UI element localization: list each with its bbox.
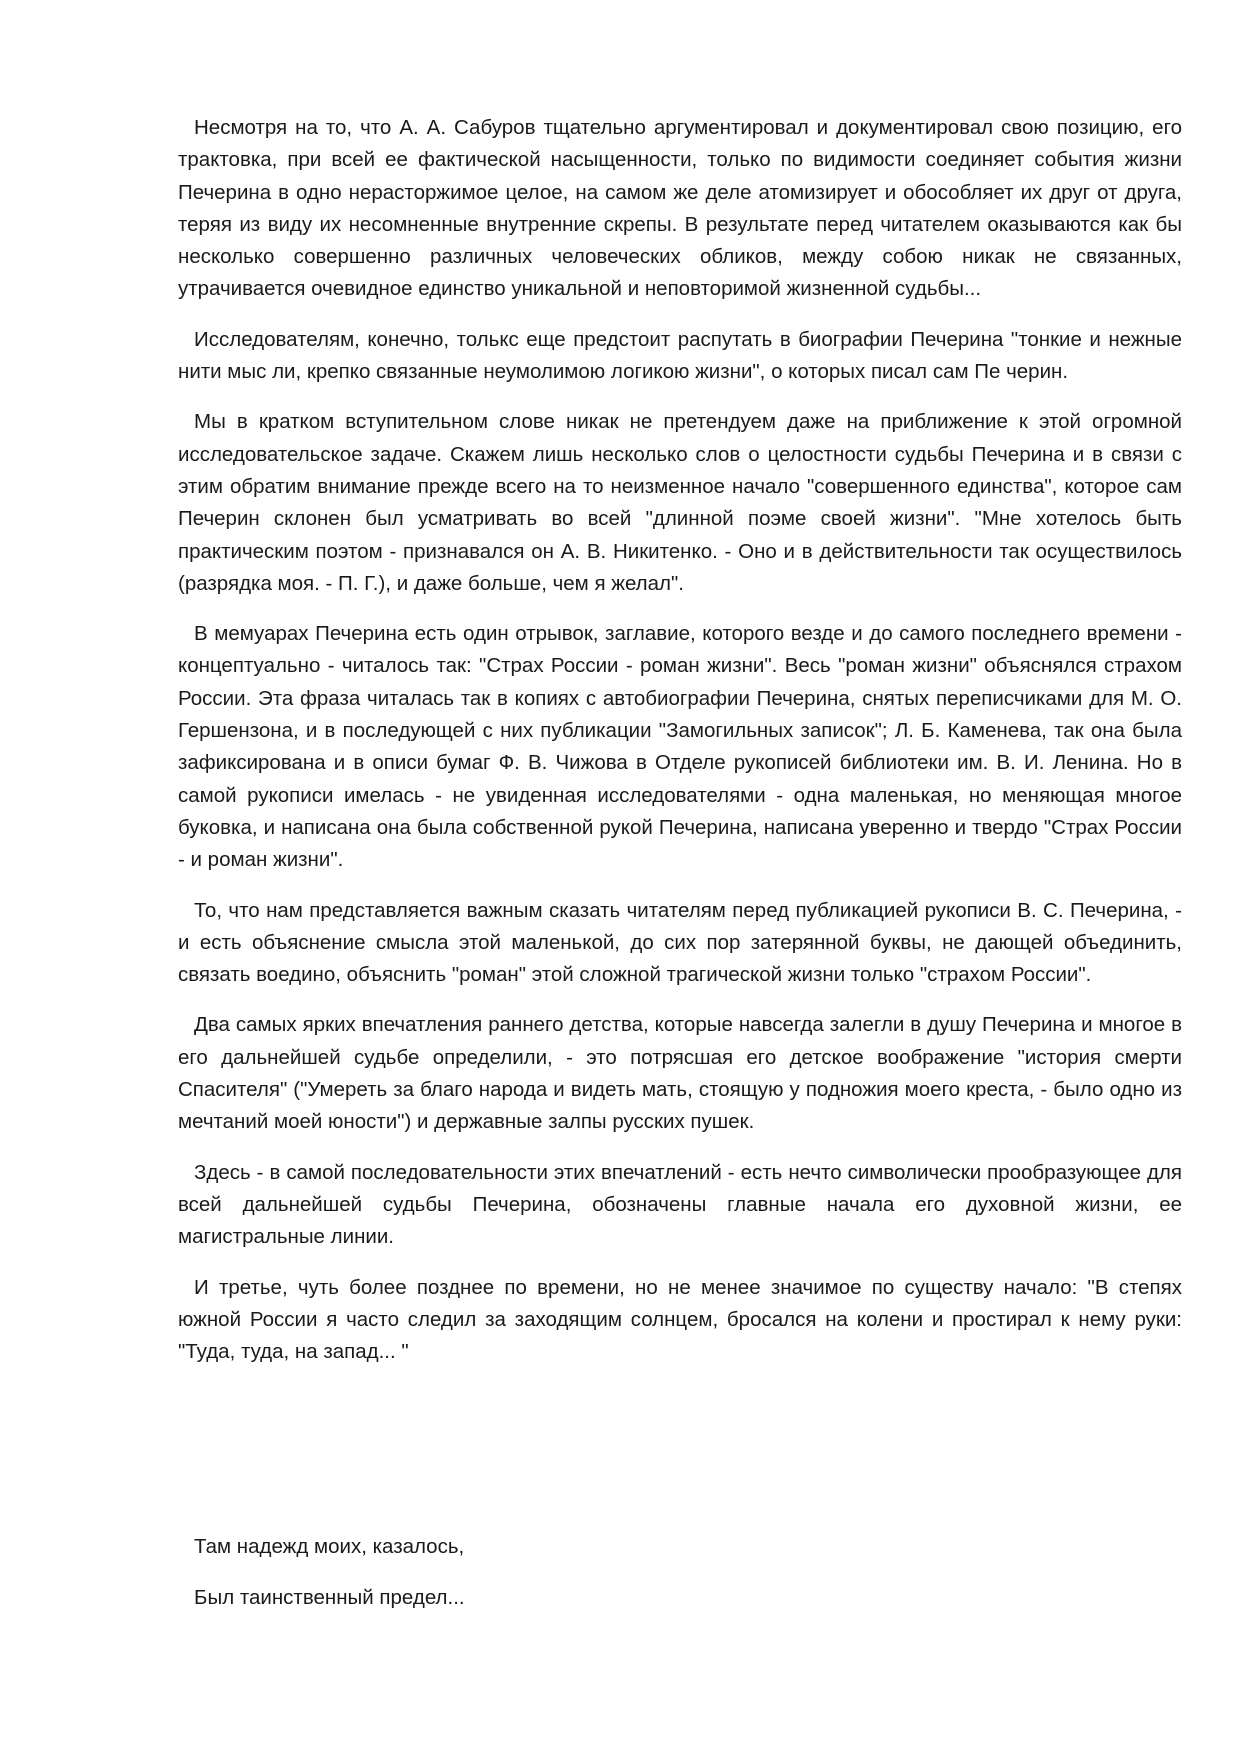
paragraph-1: Несмотря на то, что А. А. Сабуров тщательно аргументировал и документировал свою позицию, его трактовка, при всей ее фактической насыщенности, только по видимости соединяет события жизни Печерина в одно нерасторжимое целое, на самом же деле атомизирует и обособляет их друг от друга, теряя из виду их несомненные внутренние скрепы. В результате перед читателем оказываются как бы несколько совершенно различных человеческих обликов, между собою никак не связанных, утрачивается очевидное единство уникальной и неповторимой жизненной судьбы... <box>178 116 1182 301</box>
paragraph-4: В мемуарах Печерина есть один отрывок, заглавие, которого везде и до самого последнего времени - концептуально - читалось так: "Страх России - роман жизни". Весь "роман жизни" объяснялся страхом России. Эта фраза читалась так в копиях с автобиографии Печерина, снятых переписчиками для М. О. Гершензона, и в последующей с них публикации "Замогильных записок"; Л. Б. Каменева, так она была зафиксирована и в описи бумаг Ф. В. Чижова в Отделе рукописей библиотеки им. В. И. Ленина. Но в самой рукописи имелась - не увиденная исследователями - одна маленькая, но меняющая многое буковка, и написана она была собственной рукой Печерина, написана уверенно и твердо "Страх России - и роман жизни". <box>178 622 1182 872</box>
paragraph-3: Мы в кратком вступительном слове никак не претендуем даже на приближение к этой огромной исследовательское задаче. Скажем лишь несколько слов о целостности судьбы Печерина и в связи с этим обратим внимание прежде всего на то неизменное начало "совершенного единства", которое сам Печерин склонен был усматривать во всей "длинной поэме своей жизни". "Мне хотелось быть практическим поэтом - признавался он А. В. Никитенко. - Оно и в действительности так осуществилось (разрядка моя. - П. Г.), и даже больше, чем я желал". <box>178 410 1182 595</box>
verse-line-2: Был таинственный предел... <box>194 1586 465 1609</box>
paragraph-2: Исследователям, конечно, толькс еще предстоит распутать в биографии Печерина "тонкие и нежные нити мыс ли, крепко связанные неумолимою логикою жизни", о которых писал сам Пе черин. <box>178 327 1182 384</box>
document-body <box>178 112 1182 1386</box>
paragraph-5: То, что нам представляется важным сказать читателям перед публикацией рукописи В. С. Печерина, - и есть объяснение смысла этой маленькой, до сих пор затерянной буквы, не дающей объединить, связать воедино, объяснить "роман" этой сложной трагической жизни только "страхом России". <box>178 898 1182 987</box>
paragraph-8: И третье, чуть более позднее по времени, но не менее значимое по существу начало: "В степях южной России я часто следил за заходящим солнцем, бросался на колени и простирал к нему руки: "Туда, туда, на запад... " <box>178 1275 1182 1364</box>
verse-line-1: Там надежд моих, казалось, <box>194 1535 465 1558</box>
paragraph-7: Здесь - в самой последовательности этих впечатлений - есть нечто символически прообразующее для всей дальнейшей судьбы Печерина, обозначены главные начала его духовной жизни, ее магистральные линии. <box>178 1160 1182 1249</box>
paragraph-6: Два самых ярких впечатления раннего детства, которые навсегда залегли в душу Печерина и многое в его дальнейшей судьбе определили, - это потрясшая его детское воображение "история смерти Спасителя" ("Умереть за благо народа и видеть мать, стоящую у подножия моего креста, - было одно из мечтаний моей юности") и державные залпы русских пушек. <box>178 1013 1182 1134</box>
